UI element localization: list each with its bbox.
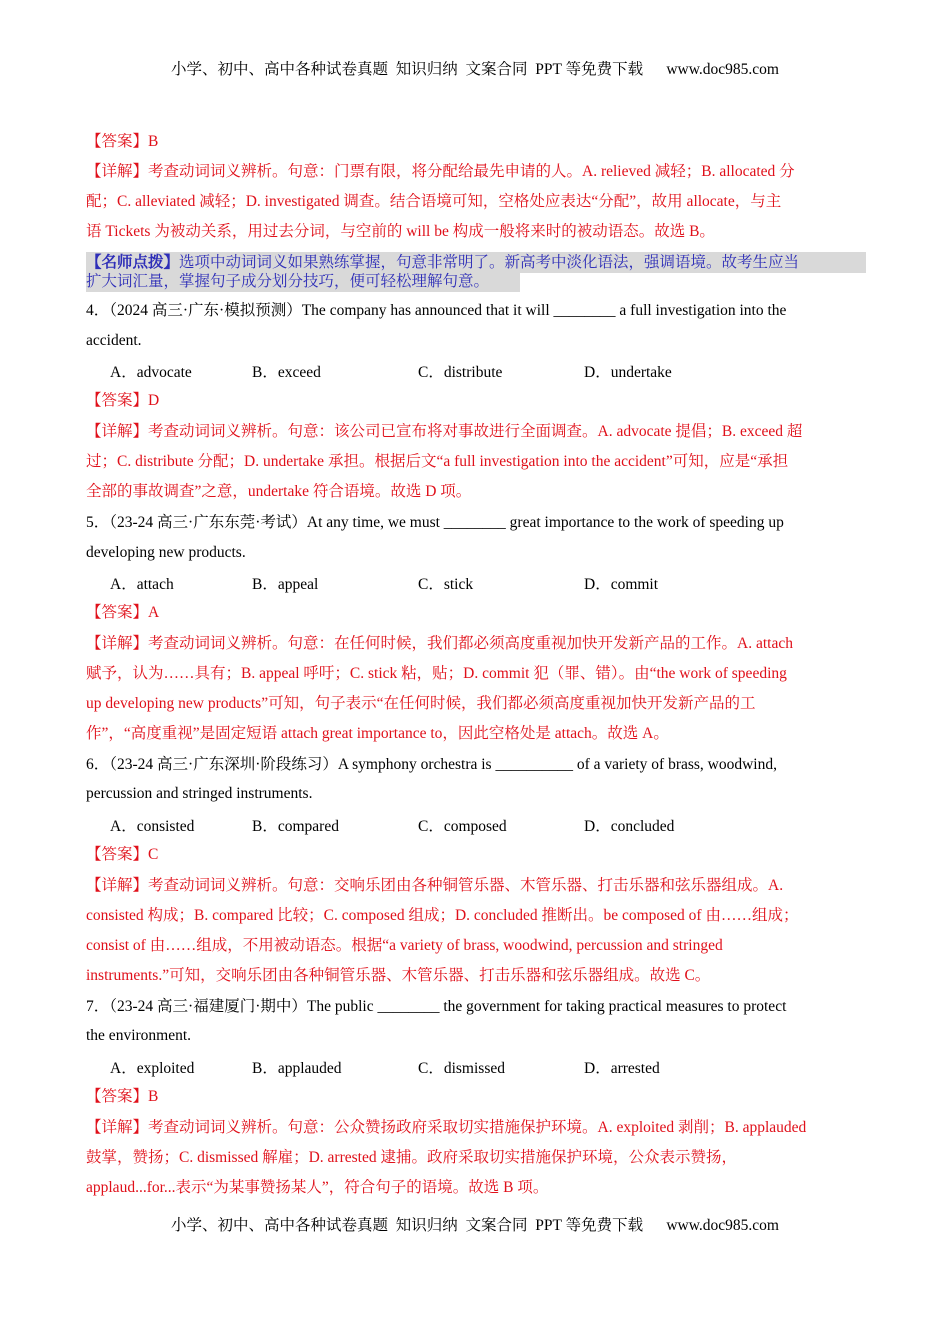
question-source: （23-24 高三·广东东莞·考试） — [109, 514, 307, 531]
answer-q3: 【答案】B — [86, 133, 159, 150]
question-text: The public ________ the government for taking practical measures to protect — [306, 998, 787, 1015]
explanation-q7-line3: applaud...for...表示“为某事赞扬某人”，符合句子的语境。故选 B 项。 — [86, 1179, 549, 1196]
explanation-q6-line1: 【详解】考查动词词义辨析。句意：交响乐团由各种铜管乐器、木管乐器、打击乐器和弦乐器组成。A. — [86, 877, 784, 894]
explanation-q5-line4: 作”，“高度重视”是固定短语 attach great importance to，因此空格处是 attach。故选 A。 — [86, 725, 669, 742]
teacher-tip-line1: 选项中动词词义如果熟练掌握，句意非常明了。新高考中淡化语法，强调语境。故考生应当 — [179, 254, 800, 271]
answer-q5: 【答案】A — [86, 604, 160, 621]
question-6-stem-line2: percussion and stringed instruments. — [86, 785, 313, 802]
explanation-q5-line2: 赋予，认为……具有；B. appeal 呼吁；C. stick 粘，贴；D. commit 犯（罪、错）。由“the work of speeding — [86, 665, 787, 682]
question-5-stem-line2: developing new products. — [86, 544, 246, 561]
question-5-options — [86, 572, 866, 592]
question-text: A symphony orchestra is __________ of a variety of brass, woodwind, — [337, 756, 777, 773]
question-number: 6． — [86, 756, 110, 773]
question-6-options — [86, 814, 866, 834]
option-c: C．dismissed — [418, 1060, 505, 1077]
question-text: The company has announced that it will ________ a full investigation into the — [301, 302, 787, 319]
question-5-stem-line1 — [86, 513, 784, 533]
question-source: （2024 高三·广东·模拟预测） — [109, 302, 302, 319]
explanation-q5-line3: up developing new products”可知，句子表示“在任何时候，我们都必须高度重视加快开发新产品的工 — [86, 695, 756, 712]
explanation-q3-line1: 【详解】考查动词词义辨析。句意：门票有限，将分配给最先申请的人。A. relieved 减轻；B. allocated 分 — [86, 163, 795, 180]
answer-q4: 【答案】D — [86, 392, 160, 409]
option-d: D．commit — [584, 576, 659, 593]
option-c: C．distribute — [418, 364, 503, 381]
question-4-stem-line2: accident. — [86, 332, 142, 349]
option-d: D．concluded — [584, 818, 675, 835]
explanation-q4-line2: 过；C. distribute 分配；D. undertake 承担。根据后文“a full investigation into the accident”可知，应是“承担 — [86, 453, 789, 470]
question-number: 5． — [86, 514, 110, 531]
option-b: B．compared — [252, 818, 339, 835]
option-d: D．undertake — [584, 364, 672, 381]
option-b: B．exceed — [252, 364, 321, 381]
explanation-q3-line3: 语 Tickets 为被动关系，用过去分词，与空前的 will be 构成一般将来时的被动语态。故选 B。 — [86, 223, 715, 240]
page-header: 小学、初中、高中各种试卷真题 知识归纳 文案合同 PPT 等免费下载 www.doc985.com — [171, 61, 779, 78]
explanation-q6-line3: consist of 由……组成，不用被动语态。根据“a variety of brass, woodwind, percussion and stringed — [86, 937, 723, 954]
question-source: （23-24 高三·福建厦门·期中） — [109, 998, 307, 1015]
option-b: B．applauded — [252, 1060, 342, 1077]
answer-q7: 【答案】B — [86, 1088, 159, 1105]
explanation-q6-line4: instruments.”可知，交响乐团由各种铜管乐器、木管乐器、打击乐器和弦乐器组成。故选 C。 — [86, 967, 711, 984]
answer-q6: 【答案】C — [86, 846, 159, 863]
option-a: A．advocate — [110, 364, 192, 381]
question-4-options — [86, 360, 866, 380]
explanation-q5-line1: 【详解】考查动词词义辨析。句意：在任何时候，我们都必须高度重视加快开发新产品的工作。A. attach — [86, 635, 793, 652]
question-7-options — [86, 1056, 866, 1076]
question-number: 7． — [86, 998, 110, 1015]
question-source: （23-24 高三·广东深圳·阶段练习） — [109, 756, 338, 773]
option-c: C．composed — [418, 818, 507, 835]
option-d: D．arrested — [584, 1060, 660, 1077]
question-text: At any time, we must ________ great importance to the work of speeding up — [306, 514, 784, 531]
option-a: A．consisted — [110, 818, 195, 835]
explanation-q7-line1: 【详解】考查动词词义辨析。句意：公众赞扬政府采取切实措施保护环境。A. exploited 剥削；B. applauded — [86, 1119, 807, 1136]
explanation-q3-line2: 配；C. alleviated 减轻；D. investigated 调查。结合语境可知，空格处应表达“分配”，故用 allocate，与主 — [86, 193, 782, 210]
explanation-q4-line3: 全部的事故调查”之意，undertake 符合语境。故选 D 项。 — [86, 483, 472, 500]
question-7-stem-line2: the environment. — [86, 1027, 192, 1044]
question-6-stem-line1 — [86, 755, 777, 775]
question-7-stem-line1 — [86, 997, 786, 1017]
explanation-q7-line2: 鼓掌，赞扬；C. dismissed 解雇；D. arrested 逮捕。政府采取切实措施保护环境，公众表示赞扬， — [86, 1149, 737, 1166]
option-b: B．appeal — [252, 576, 319, 593]
question-number: 4． — [86, 302, 110, 319]
question-4-stem-line1 — [86, 301, 786, 321]
option-a: A．attach — [110, 576, 174, 593]
explanation-q4-line1: 【详解】考查动词词义辨析。句意：该公司已宣布将对事故进行全面调查。A. advocate 提倡；B. exceed 超 — [86, 423, 803, 440]
option-c: C．stick — [418, 576, 474, 593]
teacher-tip-line2: 扩大词汇量，掌握句子成分划分技巧，便可轻松理解句意。 — [86, 273, 490, 290]
page-footer: 小学、初中、高中各种试卷真题 知识归纳 文案合同 PPT 等免费下载 www.doc985.com — [171, 1217, 779, 1234]
teacher-tip-label: 【名师点拨】 — [86, 254, 180, 271]
explanation-q6-line2: consisted 构成；B. compared 比较；C. composed 组成；D. concluded 推断出。be composed of 由……组成； — [86, 907, 799, 924]
option-a: A．exploited — [110, 1060, 195, 1077]
